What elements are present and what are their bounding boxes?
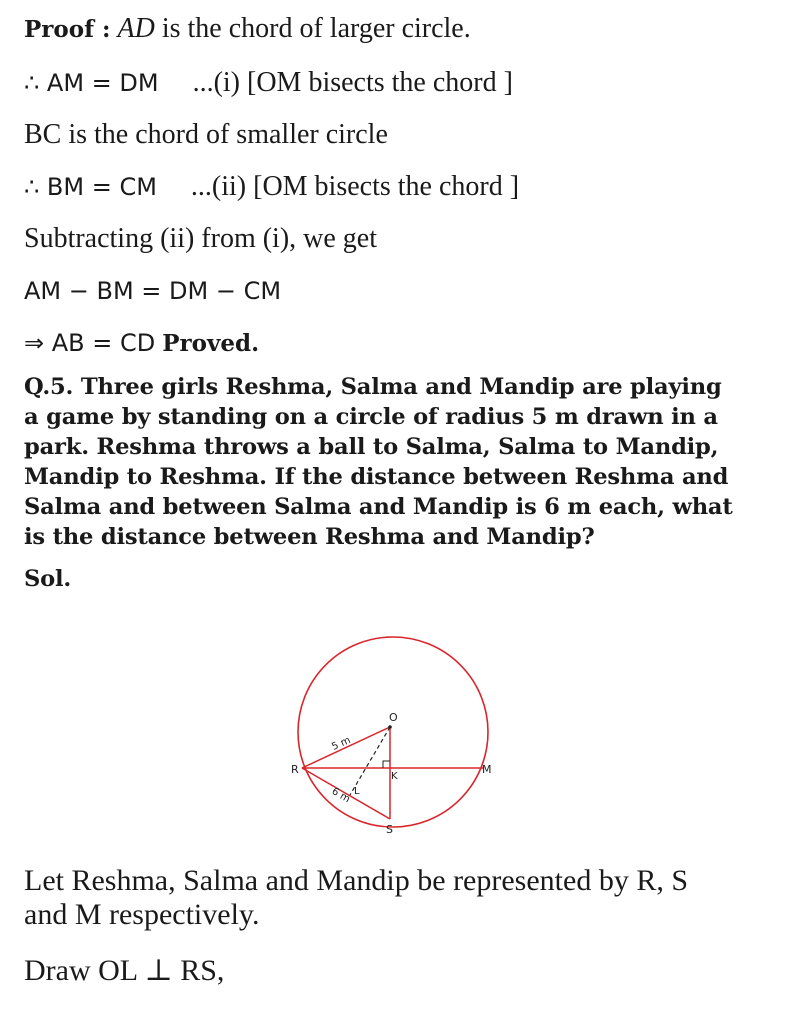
proof-line-4	[24, 170, 519, 204]
proof-line-5: Subtracting (ii) from (i), we get	[24, 223, 378, 254]
question-line: a game by standing on a circle of radius 5 m drawn in a	[24, 404, 718, 430]
explanation-line-3: Draw OL ⊥ RS,	[24, 954, 225, 987]
proof-line-2	[24, 66, 513, 100]
proved-label: Proved.	[162, 330, 260, 357]
explanation-line-2: and M respectively.	[24, 898, 260, 931]
right-angle-mark	[383, 761, 390, 768]
label-k: K	[391, 771, 398, 782]
proof-line-6	[24, 274, 281, 308]
label-r: R	[291, 763, 299, 776]
proof-line-3: BC is the chord of smaller circle	[24, 119, 388, 150]
question-line: Salma and between Salma and Mandip is 6 m each, what	[24, 494, 733, 520]
solution-label: Sol.	[24, 566, 72, 592]
equation-am-dm: ∴ AM = DM	[24, 69, 159, 97]
equation-result: ⇒ AB = CD	[24, 329, 156, 357]
proof-label: Proof :	[24, 16, 111, 43]
label-l: L	[354, 786, 360, 797]
circle-diagram	[280, 635, 510, 845]
explanation-line-1: Let Reshma, Salma and Mandip be represented by R, S	[24, 864, 689, 897]
label-m: M	[482, 763, 492, 776]
chord-length-label: 6 m	[329, 786, 352, 806]
chord-variable: AD	[117, 13, 155, 44]
question-line: Q.5. Three girls Reshma, Salma and Mandip are playing	[24, 374, 722, 400]
equation-note-ii: ...(ii) [OM bisects the chord ]	[190, 171, 520, 202]
question-line: is the distance between Reshma and Mandip?	[24, 524, 595, 550]
label-o: O	[389, 711, 398, 724]
equation-subtraction: AM − BM = DM − CM	[24, 277, 282, 305]
question-5	[24, 372, 772, 594]
equation-note-i: ...(i) [OM bisects the chord ]	[192, 67, 513, 98]
proof-line-7	[24, 326, 259, 361]
label-s: S	[386, 823, 393, 836]
proof-line-1-text: is the chord of larger circle.	[154, 13, 471, 44]
equation-bm-cm: ∴ BM = CM	[24, 173, 157, 201]
radius-length-label: 5 m	[330, 734, 353, 753]
question-line: Mandip to Reshma. If the distance between Reshma and	[24, 464, 729, 490]
park-circle	[298, 637, 488, 827]
proof-line-1	[24, 12, 471, 47]
point-o	[388, 725, 392, 729]
question-line: park. Reshma throws a ball to Salma, Salma to Mandip,	[24, 434, 719, 460]
